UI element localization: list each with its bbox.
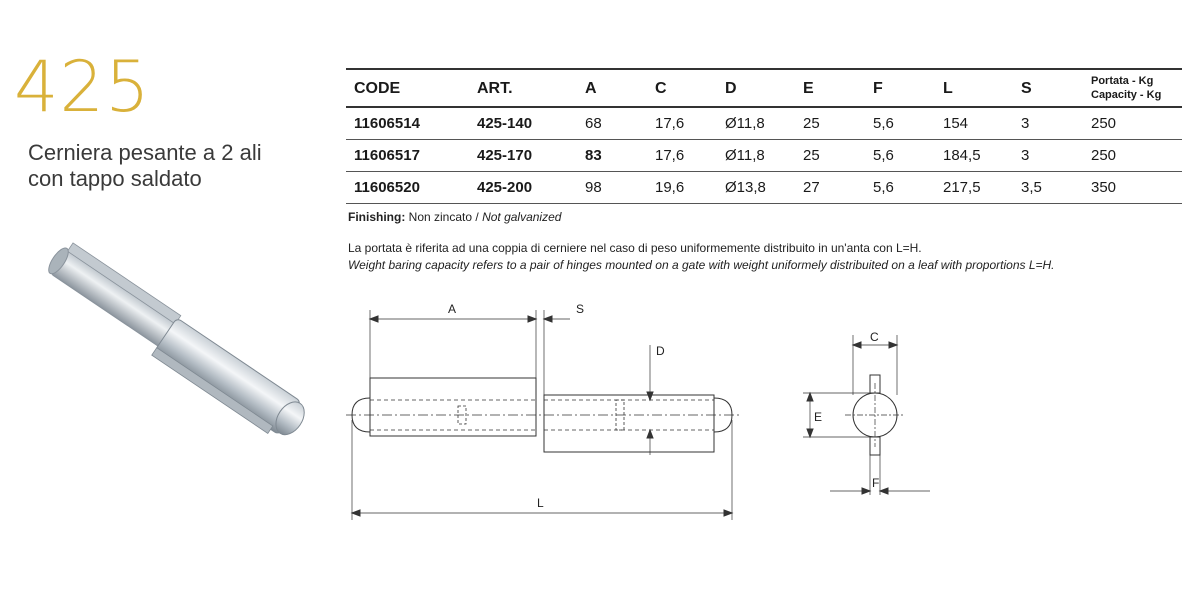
col-header-a: A <box>577 69 647 107</box>
capacity-label-en: Capacity - Kg <box>1091 89 1162 101</box>
table-row <box>346 107 1182 140</box>
cell-c: 19,6 <box>647 172 717 204</box>
cell-a: 68 <box>577 107 647 140</box>
cell-e: 25 <box>795 107 865 140</box>
cell-d: Ø11,8 <box>717 140 795 172</box>
cell-s: 3,5 <box>1013 172 1083 204</box>
finishing-en: Not galvanized <box>482 210 562 224</box>
cell-s: 3 <box>1013 107 1083 140</box>
cell-art: 425-140 <box>469 107 577 140</box>
cell-a: 98 <box>577 172 647 204</box>
cell-c: 17,6 <box>647 140 717 172</box>
hinge-product-photo <box>14 240 334 440</box>
cell-code: 11606517 <box>346 140 469 172</box>
cell-capacity: 250 <box>1083 107 1182 140</box>
label-a: A <box>448 302 457 316</box>
cell-f: 5,6 <box>865 172 935 204</box>
cell-c: 17,6 <box>647 107 717 140</box>
cell-s: 3 <box>1013 140 1083 172</box>
finishing-it: Non zincato <box>408 210 473 224</box>
cell-f: 5,6 <box>865 107 935 140</box>
finishing-label: Finishing: <box>348 210 406 224</box>
col-header-f: F <box>865 69 935 107</box>
cell-art: 425-200 <box>469 172 577 204</box>
finishing-info <box>348 210 561 224</box>
label-c: C <box>870 330 879 344</box>
product-subtitle <box>28 140 328 192</box>
capacity-note-it: La portata è riferita ad una coppia di cerniere nel caso di peso uniformemente distribuito in un'anta con L=H. <box>348 241 922 255</box>
cell-f: 5,6 <box>865 140 935 172</box>
model-number: 425 <box>14 46 151 128</box>
cell-capacity: 250 <box>1083 140 1182 172</box>
label-f: F <box>872 476 880 490</box>
subtitle-line-2: con tappo saldato <box>28 166 202 191</box>
cell-capacity: 350 <box>1083 172 1182 204</box>
cell-d: Ø13,8 <box>717 172 795 204</box>
col-header-art: ART. <box>469 69 577 107</box>
label-e: E <box>814 410 823 424</box>
table-row <box>346 140 1182 172</box>
cell-e: 27 <box>795 172 865 204</box>
col-header-c: C <box>647 69 717 107</box>
cell-art: 425-170 <box>469 140 577 172</box>
label-l: L <box>537 496 544 510</box>
specification-table <box>346 68 1182 204</box>
label-d: D <box>656 344 665 358</box>
cell-a: 83 <box>577 140 647 172</box>
cell-l: 217,5 <box>935 172 1013 204</box>
capacity-label-it: Portata - Kg <box>1091 75 1154 87</box>
cell-e: 25 <box>795 140 865 172</box>
col-header-s: S <box>1013 69 1083 107</box>
technical-drawing <box>340 295 960 535</box>
col-header-d: D <box>717 69 795 107</box>
subtitle-line-1: Cerniera pesante a 2 ali <box>28 140 262 165</box>
cell-l: 184,5 <box>935 140 1013 172</box>
col-header-code: CODE <box>346 69 469 107</box>
cell-code: 11606514 <box>346 107 469 140</box>
cell-code: 11606520 <box>346 172 469 204</box>
col-header-capacity <box>1083 69 1182 107</box>
col-header-e: E <box>795 69 865 107</box>
label-s: S <box>576 302 585 316</box>
table-header-row <box>346 69 1182 107</box>
finishing-separator: / <box>472 210 483 224</box>
capacity-note-en: Weight baring capacity refers to a pair of hinges mounted on a gate with weight uniformely distribuited on a leaf with proportions L=H. <box>348 258 1055 272</box>
table-row <box>346 172 1182 204</box>
col-header-l: L <box>935 69 1013 107</box>
cell-d: Ø11,8 <box>717 107 795 140</box>
capacity-note <box>348 240 1055 274</box>
cell-l: 154 <box>935 107 1013 140</box>
